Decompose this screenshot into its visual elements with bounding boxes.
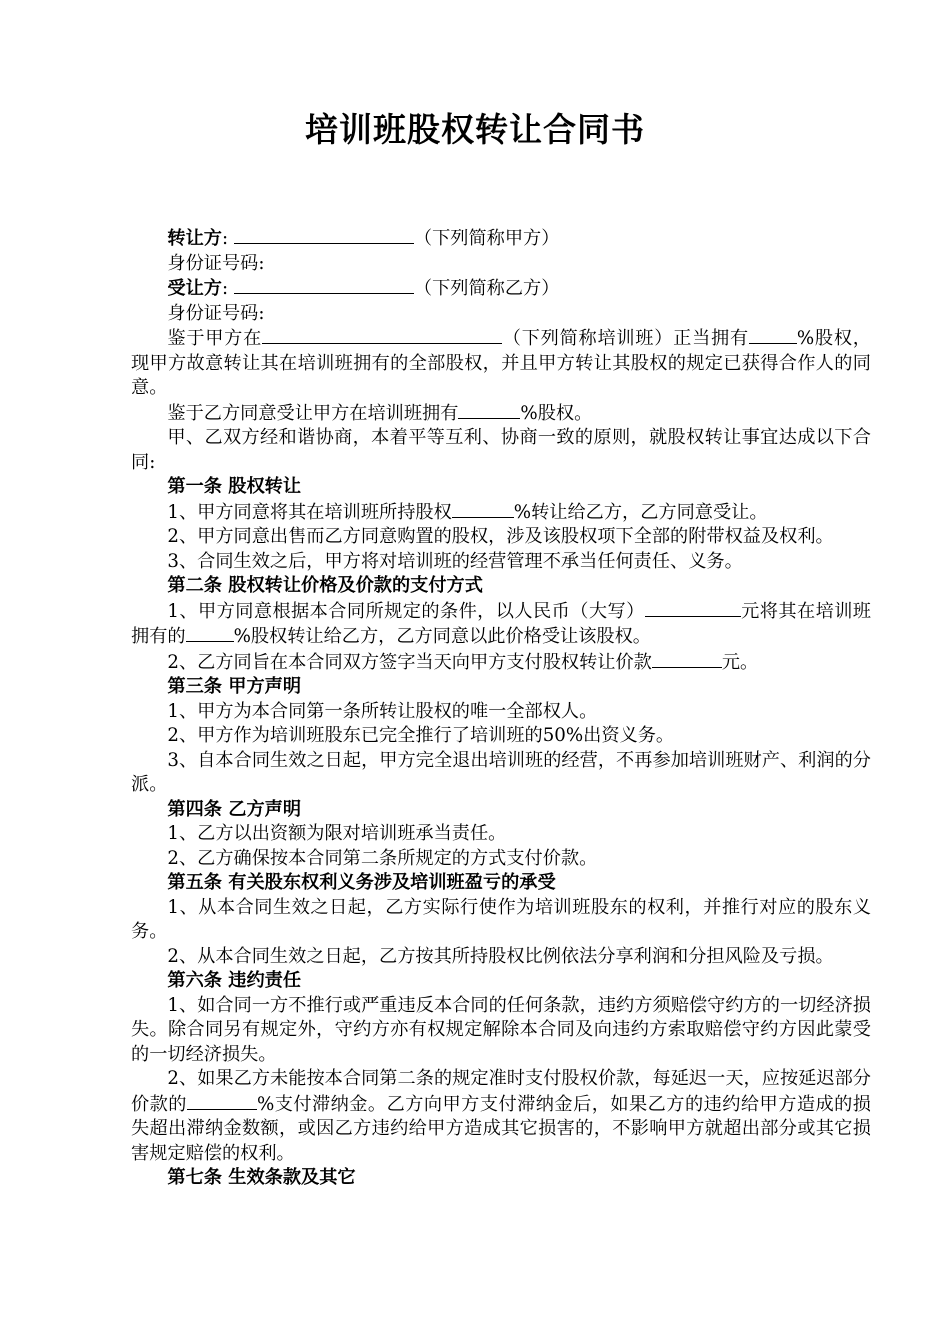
contract-body bbox=[131, 226, 871, 1191]
article-3-clause-2: 2、甲方作为培训班股东已完全推行了培训班的50%出资义务。 bbox=[167, 725, 675, 746]
article-1-clause-2: 2、甲方同意出售而乙方同意购置的股权，涉及该股权项下全部的附带权益及权利。 bbox=[167, 526, 834, 547]
article-1-clause-3: 3、合同生效之后，甲方将对培训班的经营管理不承当任何责任、义务。 bbox=[167, 550, 743, 572]
transferee-percent-blank[interactable] bbox=[458, 401, 520, 419]
article-1-clause-1 bbox=[131, 500, 871, 526]
payment-amount-blank[interactable] bbox=[652, 650, 722, 668]
transferee-colon: : bbox=[221, 278, 229, 299]
article-6-heading: 第六条 违约责任 bbox=[167, 970, 302, 991]
transferor-label: 转让方 bbox=[167, 228, 222, 249]
article-7-heading: 第七条 生效条款及其它 bbox=[167, 1167, 356, 1188]
article-6-clause-2-prefix: 2、如果乙方未能按本合同第二条的规定准时支付股权价款，每延迟一天，应按延迟部分价款的 bbox=[131, 1068, 871, 1115]
article-5-clause-1: 1、从本合同生效之日起，乙方实际行使作为培训班股东的权利，并推行对应的股东义务。 bbox=[131, 896, 871, 942]
share-percent-blank[interactable] bbox=[749, 326, 797, 344]
article-1-clause-1-prefix: 1、甲方同意将其在培训班所持股权 bbox=[167, 501, 452, 523]
article-4-clause-2: 2、乙方确保按本合同第二条所规定的方式支付价款。 bbox=[167, 847, 598, 869]
recital-3: 甲、乙双方经和谐协商，本着平等互利、协商一致的原则，就股权转让事宜达成以下合同: bbox=[131, 427, 871, 473]
training-class-blank[interactable] bbox=[262, 326, 502, 344]
price-words-blank[interactable] bbox=[645, 599, 741, 617]
article-3-clause-3: 3、自本合同生效之日起，甲方完全退出培训班的经营，不再参加培训班财产、利润的分派。 bbox=[131, 749, 871, 795]
article-5-clause-2: 2、从本合同生效之日起，乙方按其所持股权比例依法分享利润和分担风险及亏损。 bbox=[167, 945, 834, 967]
article-3-heading: 第三条 甲方声明 bbox=[167, 676, 302, 697]
transferee-blank[interactable] bbox=[234, 276, 414, 294]
article-4-heading: 第四条 乙方声明 bbox=[167, 798, 302, 820]
article-2-clause-2 bbox=[131, 650, 871, 676]
transferee-label: 受让方 bbox=[167, 278, 222, 299]
recital-2-suffix: %股权。 bbox=[520, 402, 593, 424]
document-title: 培训班股权转让合同书 bbox=[305, 110, 645, 149]
recital-1-prefix: 鉴于甲方在 bbox=[167, 328, 263, 349]
transferor-colon: : bbox=[221, 228, 229, 249]
late-fee-percent-blank[interactable] bbox=[187, 1092, 257, 1110]
article-2-clause-1-prefix: 1、甲方同意根据本合同所规定的条件，以人民币（大写） bbox=[167, 600, 645, 622]
article-3-clause-1: 1、甲方为本合同第一条所转让股权的唯一全部权人。 bbox=[167, 700, 598, 722]
article-2-clause-1-mid: 元将其在培训班拥有的 bbox=[131, 600, 871, 647]
article-1-clause-1-suffix: %转让给乙方，乙方同意受让。 bbox=[513, 501, 768, 523]
recital-1-mid: （下列简称培训班）正当拥有 bbox=[502, 328, 749, 349]
article-2-clause-1 bbox=[131, 599, 871, 650]
recital-1 bbox=[131, 326, 871, 401]
id-line-1: 身份证号码: bbox=[167, 252, 265, 274]
article-5-heading: 第五条 有关股东权利义务涉及培训班盈亏的承受 bbox=[167, 872, 556, 893]
article-4-clause-1: 1、乙方以出资额为限对培训班承当责任。 bbox=[167, 823, 507, 844]
recital-1-suffix: %股权，现甲方故意转让其在培训班拥有的全部股权，并且甲方转让其股权的规定已获得合作人的同意。 bbox=[131, 328, 871, 398]
transferor-line bbox=[131, 226, 871, 252]
transferee-line bbox=[131, 276, 871, 302]
transferor-suffix: （下列简称甲方） bbox=[413, 228, 560, 249]
id-line-2: 身份证号码: bbox=[167, 302, 265, 324]
recital-2-prefix: 鉴于乙方同意受让甲方在培训班拥有 bbox=[167, 402, 459, 424]
article-6-clause-2-suffix: %支付滞纳金。乙方向甲方支付滞纳金后，如果乙方的违约给甲方造成的损失超出滞纳金数额，或因乙方违约给甲方造成其它损害的，不影响甲方就超出部分或其它损害规定赔偿的权利。 bbox=[131, 1093, 871, 1164]
transferor-blank[interactable] bbox=[234, 226, 414, 244]
transferee-suffix: （下列简称乙方） bbox=[413, 278, 560, 299]
article-2-clause-2-suffix: 元。 bbox=[721, 651, 759, 673]
transfer-percent-blank[interactable] bbox=[452, 500, 514, 518]
article-2-clause-2-prefix: 2、乙方同旨在本合同双方签字当天向甲方支付股权转让价款 bbox=[167, 651, 652, 673]
price-percent-blank[interactable] bbox=[186, 624, 234, 642]
article-2-clause-1-suffix: %股权转让给乙方，乙方同意以此价格受让该股权。 bbox=[233, 626, 651, 647]
article-2-heading: 第二条 股权转让价格及价款的支付方式 bbox=[167, 575, 483, 596]
article-1-heading: 第一条 股权转让 bbox=[167, 476, 302, 497]
recital-2 bbox=[131, 401, 871, 427]
article-6-clause-1: 1、如合同一方不推行或严重违反本合同的任何条款，违约方须赔偿守约方的一切经济损失。除合同另有规定外，守约方亦有权规定解除本合同及向违约方索取赔偿守约方因此蒙受的一切经济损失。 bbox=[131, 994, 871, 1065]
article-6-clause-2 bbox=[131, 1067, 871, 1166]
